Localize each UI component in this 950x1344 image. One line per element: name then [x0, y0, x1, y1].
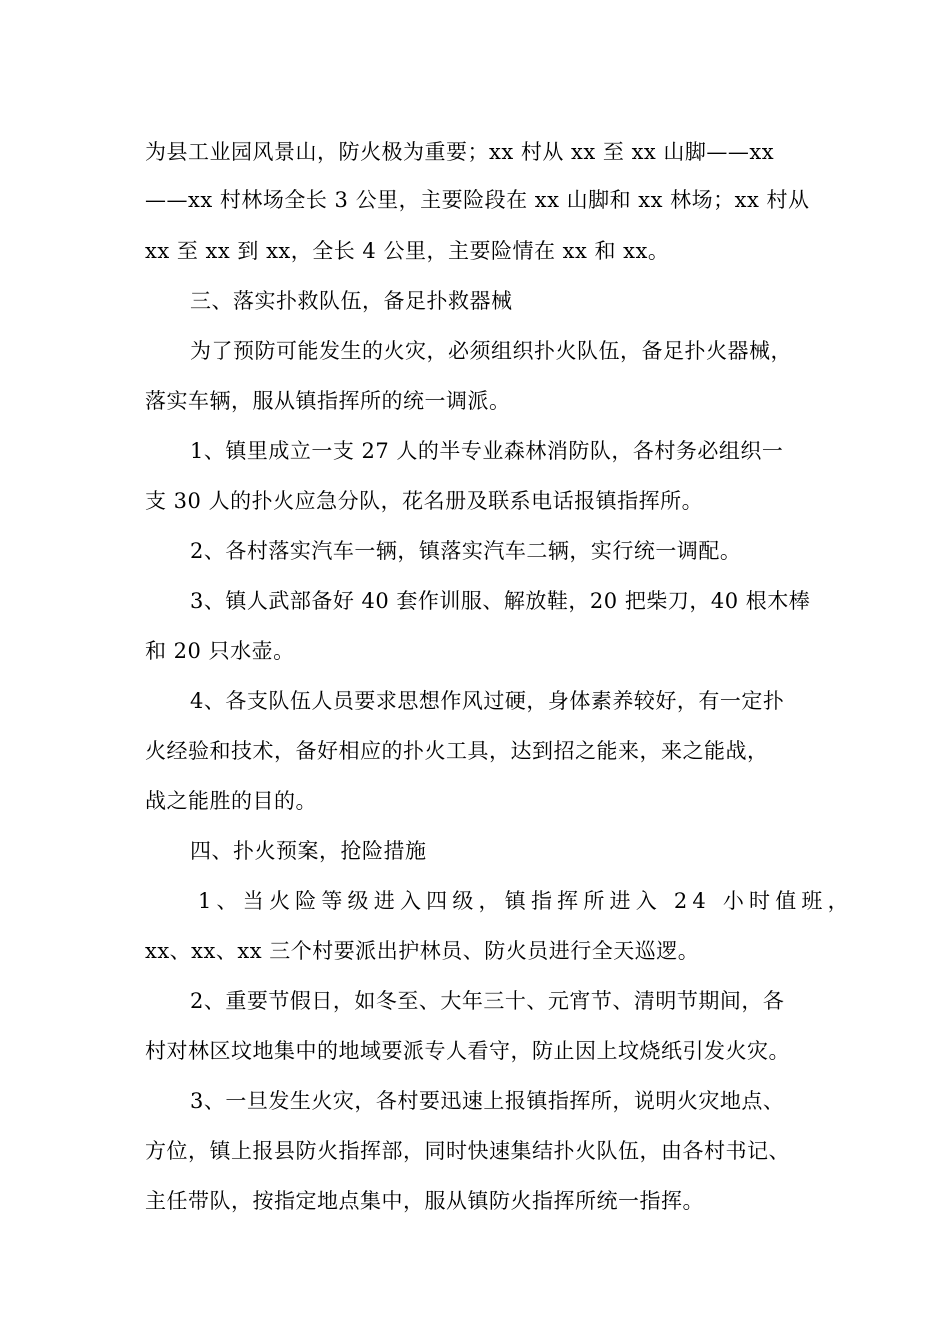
text-line-1: 为县工业园风景山，防火极为重要；xx 村从 xx 至 xx 山脚——xx [145, 140, 775, 164]
text-line-13: 火经验和技术，备好相应的扑火工具，达到招之能来，来之能战， [145, 739, 769, 763]
text-line-12: 4、各支队伍人员要求思想作风过硬，身体素养较好，有一定扑 [190, 689, 785, 713]
text-line-17: xx、xx、xx 三个村要派出护林员、防火员进行全天巡逻。 [145, 939, 700, 963]
text-line-21: 方位，镇上报县防火指挥部，同时快速集结扑火队伍，由各村书记、 [145, 1139, 790, 1163]
text-line-6: 落实车辆，服从镇指挥所的统一调派。 [145, 389, 511, 413]
text-line-22: 主任带队，按指定地点集中，服从镇防火指挥所统一指挥。 [145, 1189, 704, 1213]
text-line-9: 2、各村落实汽车一辆，镇落实汽车二辆，实行统一调配。 [190, 539, 742, 563]
text-line-14: 战之能胜的目的。 [145, 789, 317, 813]
text-line-2: ——xx 村林场全长 3 公里，主要险段在 xx 山脚和 xx 林场；xx 村从 [145, 188, 810, 212]
text-line-11: 和 20 只水壶。 [145, 639, 295, 663]
section-heading-4: 四、扑火预案，抢险措施 [190, 839, 427, 863]
text-line-7: 1、镇里成立一支 27 人的半专业森林消防队，各村务必组织一 [190, 439, 784, 463]
text-line-5: 为了预防可能发生的火灾，必须组织扑火队伍，备足扑火器械， [190, 339, 792, 363]
text-line-8: 支 30 人的扑火应急分队，花名册及联系电话报镇指挥所。 [145, 489, 704, 513]
text-line-16: 1、当火险等级进入四级，镇指挥所进入 24 小时值班， [198, 889, 854, 913]
text-line-19: 村对林区坟地集中的地域要派专人看守，防止因上坟烧纸引发火灾。 [145, 1039, 790, 1063]
text-line-3: xx 至 xx 到 xx，全长 4 公里，主要险情在 xx 和 xx。 [145, 239, 670, 263]
text-line-18: 2、重要节假日，如冬至、大年三十、元宵节、清明节期间，各 [190, 989, 785, 1013]
section-heading-3: 三、落实扑救队伍，备足扑救器械 [190, 289, 513, 313]
text-line-20: 3、一旦发生火灾，各村要迅速上报镇指挥所，说明火灾地点、 [190, 1089, 785, 1113]
text-line-10: 3、镇人武部备好 40 套作训服、解放鞋，20 把柴刀，40 根木棒 [190, 589, 811, 613]
